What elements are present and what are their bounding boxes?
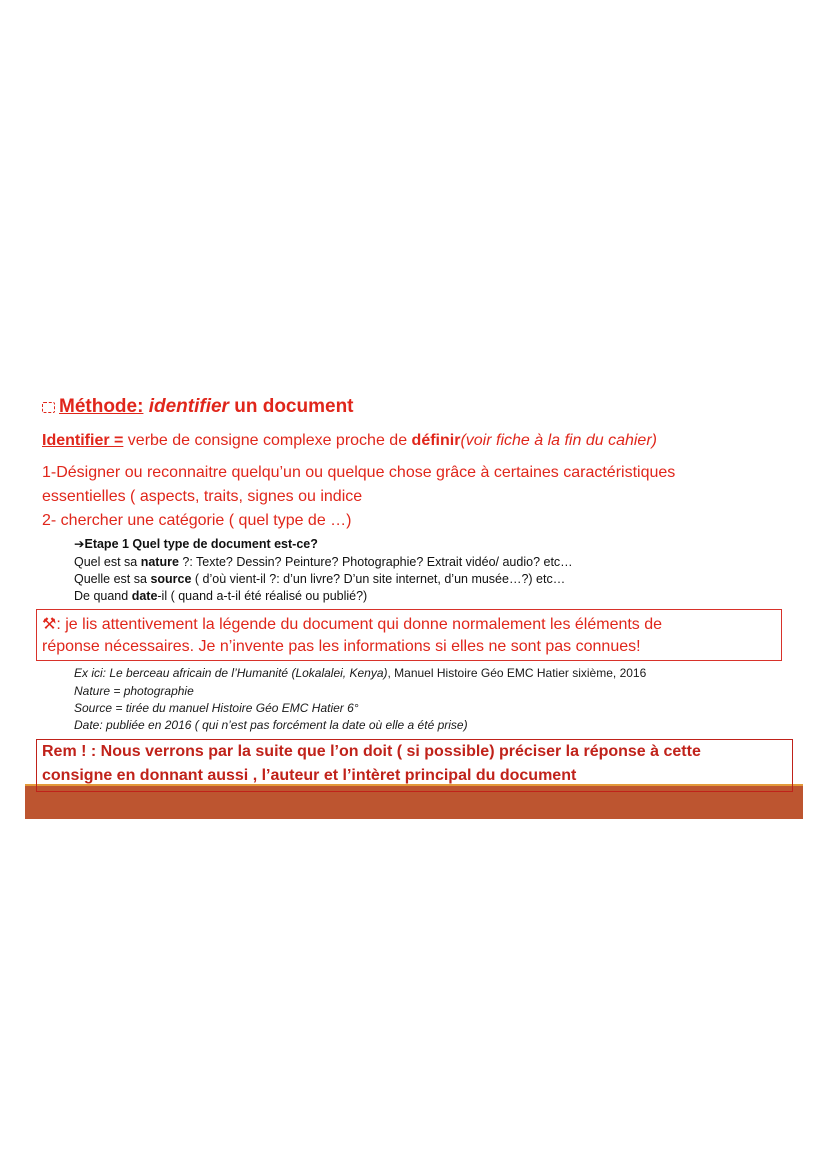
point-1-line-1: 1-Désigner ou reconnaitre quelqu’un ou quelque chose grâce à certaines caractéristiques — [42, 464, 676, 481]
question-date-c: -il ( quand a-t-il été réalisé ou publié?) — [157, 589, 368, 603]
definition-line — [42, 432, 657, 450]
question-nature-keyword: nature — [140, 555, 179, 569]
title-suffix: un document — [228, 396, 354, 417]
title-prefix: Méthode: — [59, 396, 144, 417]
question-source-c: ( d’où vient-il ?: d’un livre? D’un site internet, d’un musée…?) etc… — [191, 572, 566, 586]
example-date: Date: publiée en 2016 ( qui n’est pas forcément la date où elle a été prise) — [74, 718, 468, 732]
tip-text-1: : je lis attentivement la légende du document qui donne normalement les éléments de — [56, 616, 663, 633]
question-nature-a: Quel est sa — [74, 555, 141, 569]
example-caption: Ex ici: Le berceau africain de l’Humanité (Lokalalei, Kenya) — [74, 666, 388, 680]
step-1-heading — [74, 536, 318, 551]
question-date-a: De quand — [74, 589, 132, 603]
tip-line-2: réponse nécessaires. Je n’invente pas les informations si elles ne sont pas connues! — [42, 638, 641, 655]
method-title — [42, 396, 354, 418]
definition-italic: (voir fiche à la fin du cahier) — [460, 432, 657, 449]
remark-line-2: consigne en donnant aussi , l’auteur et l’intèret principal du document — [42, 767, 577, 784]
question-source — [74, 572, 565, 586]
arrow-icon: ➔ — [74, 537, 85, 551]
question-source-keyword: source — [150, 572, 192, 586]
example-line-1 — [74, 666, 646, 680]
question-date — [74, 589, 367, 603]
step-1-label: Etape 1 Quel type de document est-ce? — [84, 537, 318, 551]
example-source: Source = tirée du manuel Histoire Géo EMC Hatier 6° — [74, 701, 359, 715]
question-nature-c: ?: Texte? Dessin? Peinture? Photographie? Extrait vidéo/ audio? etc… — [178, 555, 573, 569]
question-source-a: Quelle est sa — [74, 572, 151, 586]
definition-bold: définir — [411, 432, 461, 449]
question-date-keyword: date — [131, 589, 158, 603]
question-nature — [74, 555, 573, 569]
title-keyword: identifier — [148, 396, 229, 417]
point-2: 2- chercher une catégorie ( quel type de …) — [42, 512, 352, 529]
tip-line-1 — [42, 614, 662, 634]
point-1-line-2: essentielles ( aspects, traits, signes ou indice — [42, 488, 363, 505]
frame-icon — [42, 402, 55, 413]
tools-icon: ⚒ — [42, 616, 57, 633]
definition-text: verbe de consigne complexe proche de — [123, 432, 412, 449]
definition-term: Identifier = — [42, 432, 124, 449]
example-nature: Nature = photographie — [74, 684, 194, 698]
remark-line-1: Rem ! : Nous verrons par la suite que l’on doit ( si possible) préciser la réponse à cette — [42, 743, 701, 760]
example-reference: , Manuel Histoire Géo EMC Hatier sixième, 2016 — [387, 666, 647, 680]
